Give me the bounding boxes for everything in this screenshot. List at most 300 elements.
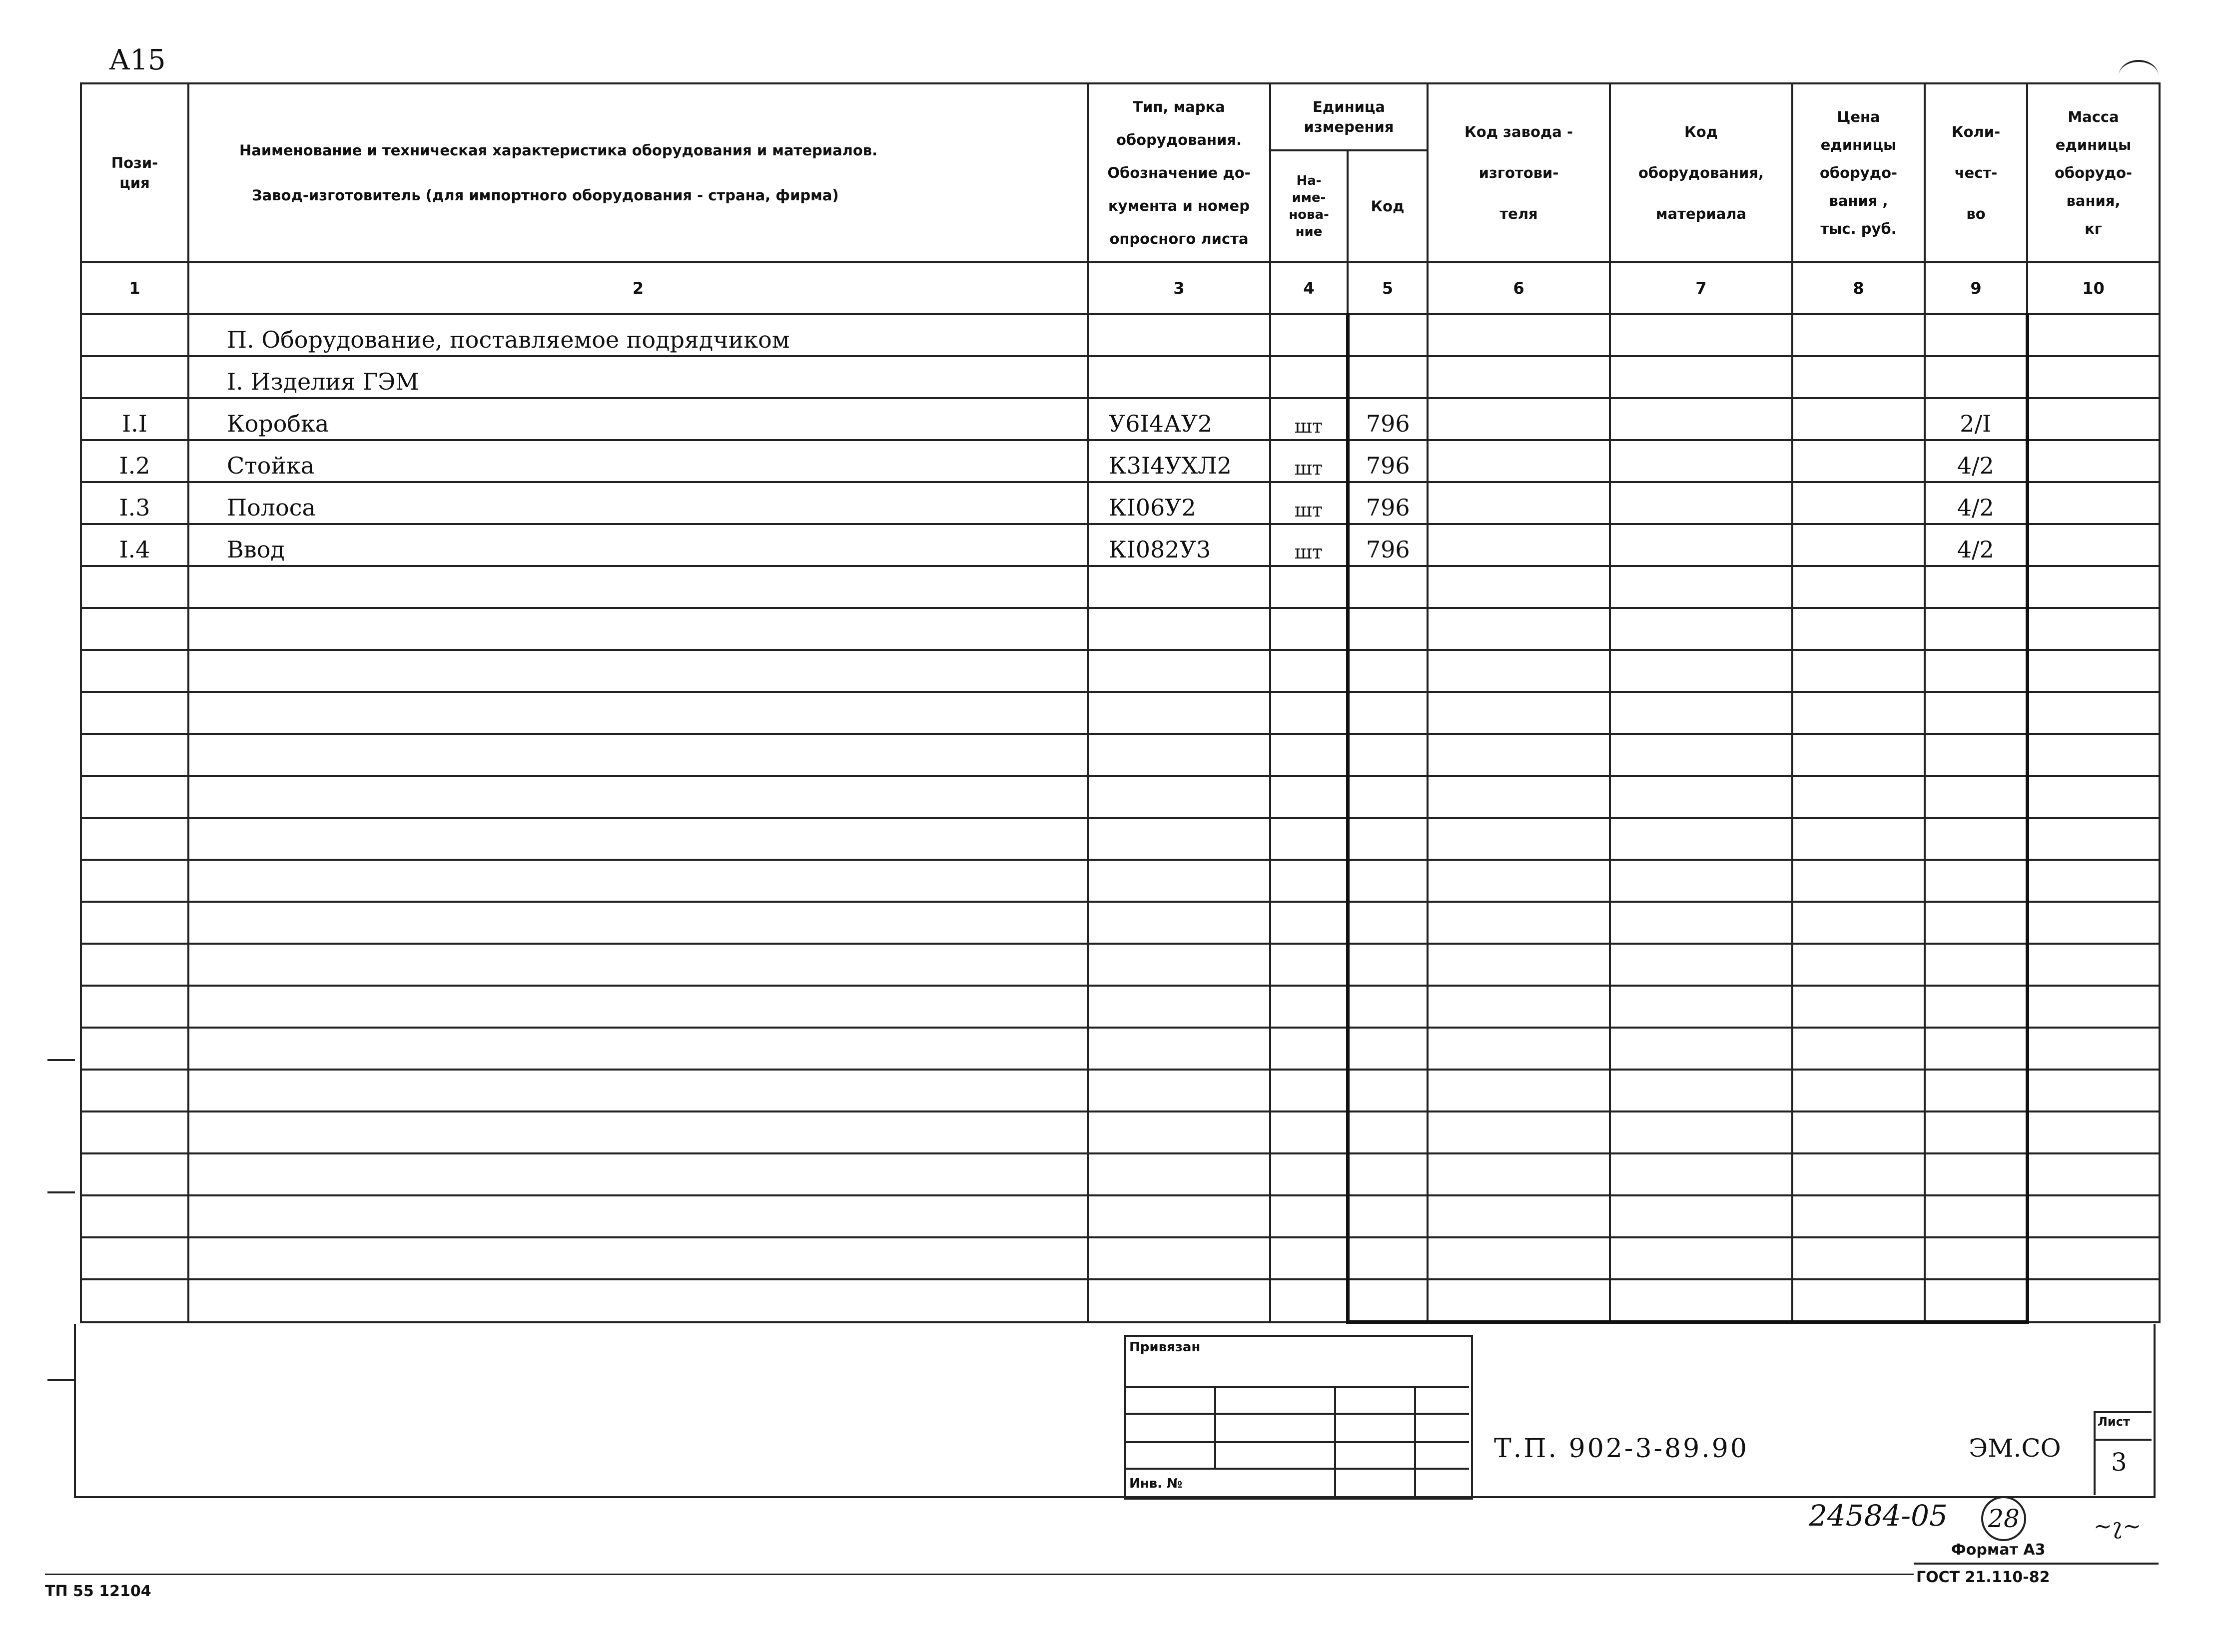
cell-type [1088,608,1270,650]
document-mark: ЭМ.СО [1969,1434,2061,1463]
cell-empty [2027,818,2160,860]
cell-unit [1270,692,1348,734]
cell-name [188,1279,1088,1322]
empty-row [81,986,2160,1028]
cell-empty [1428,776,1610,818]
cell-empty [2027,1279,2160,1322]
cell-empty [1428,1028,1610,1070]
cell-empty [1792,398,1925,440]
cell-empty [2027,1153,2160,1195]
cell-code [1348,734,1428,776]
cell-empty [2027,1070,2160,1111]
cell-qty [1925,1153,2027,1195]
cell-pos [81,692,188,734]
cell-name [188,608,1088,650]
cell-empty [1428,440,1610,482]
cell-unit [1270,902,1348,944]
cell-type [1088,860,1270,902]
cell-empty [2027,440,2160,482]
empty-row [81,860,2160,902]
empty-row [81,1028,2160,1070]
cell-pos [81,356,188,398]
cell-empty [2027,1195,2160,1237]
header-name: Наименование и техническая характеристика оборудования и материалов. Завод-изготовитель (для импортного оборудования - страна, фирма) [188,83,1088,262]
cell-type [1088,944,1270,986]
cell-empty [1428,692,1610,734]
cell-empty [1610,776,1792,818]
cell-empty [1428,1279,1610,1322]
cell-code [1348,566,1428,608]
cell-empty [1792,356,1925,398]
cell-qty [1925,860,2027,902]
cell-empty [1610,566,1792,608]
empty-row [81,902,2160,944]
cell-empty [2027,692,2160,734]
cell-code [1348,1153,1428,1195]
cell-empty [1610,902,1792,944]
cell-unit [1270,1195,1348,1237]
cell-empty [2027,986,2160,1028]
cell-empty [1428,1195,1610,1237]
cell-unit [1270,734,1348,776]
empty-row [81,818,2160,860]
stamp-divider [1414,1386,1416,1497]
cell-type [1088,818,1270,860]
empty-row [81,1153,2160,1195]
cell-unit: шт [1270,524,1348,566]
cell-name [188,692,1088,734]
column-number: 6 [1428,262,1610,314]
table-row [81,398,2160,440]
cell-pos [81,902,188,944]
cell-code [1348,692,1428,734]
column-number: 1 [81,262,188,314]
header-unit-group: Единица измерения [1270,83,1428,150]
column-number: 2 [188,262,1088,314]
cell-empty [1792,776,1925,818]
cell-empty [1428,1111,1610,1153]
cell-code [1348,944,1428,986]
cell-name [188,1195,1088,1237]
cell-code: 796 [1348,398,1428,440]
cell-name [188,986,1088,1028]
cell-empty [1610,734,1792,776]
cell-empty [1610,944,1792,986]
cell-empty [1792,1070,1925,1111]
cell-unit [1270,356,1348,398]
format-label: Формат А3 [1951,1541,2046,1559]
cell-name [188,818,1088,860]
cell-type [1088,986,1270,1028]
empty-row [81,650,2160,692]
header-price: Цена единицы оборудо- вания , тыс. руб. [1792,83,1925,262]
cell-empty [1610,608,1792,650]
cell-empty [1792,440,1925,482]
cell-qty [1925,356,2027,398]
cell-name [188,1028,1088,1070]
cell-empty [1792,1279,1925,1322]
cell-qty [1925,902,2027,944]
cell-code [1348,776,1428,818]
cell-name: П. Оборудование, поставляемое подрядчиком [188,314,1088,356]
signature-icon: ~ʅ~ [2094,1514,2142,1539]
cell-type: КI082У3 [1088,524,1270,566]
cell-pos [81,566,188,608]
cell-empty [2027,734,2160,776]
cell-name [188,1111,1088,1153]
cell-unit [1270,1237,1348,1279]
cell-unit [1270,1028,1348,1070]
cell-pos [81,650,188,692]
cell-empty [1610,356,1792,398]
cell-qty [1925,1195,2027,1237]
cell-empty [2027,482,2160,524]
cell-type: К3I4УХЛ2 [1088,440,1270,482]
empty-row [81,1237,2160,1279]
cell-empty [1428,314,1610,356]
cell-empty [1610,1111,1792,1153]
cell-empty [1610,1070,1792,1111]
cell-empty [1792,524,1925,566]
cell-empty [1792,1195,1925,1237]
cell-code [1348,860,1428,902]
cell-empty [2027,776,2160,818]
cell-code [1348,1195,1428,1237]
gost-label: ГОСТ 21.110-82 [1916,1569,2050,1586]
cell-empty [1610,692,1792,734]
cell-type [1088,1195,1270,1237]
cell-name [188,1070,1088,1111]
table-row [81,524,2160,566]
table-row [81,440,2160,482]
cell-type [1088,356,1270,398]
cell-unit [1270,986,1348,1028]
column-number-row [81,262,2160,314]
cell-pos [81,608,188,650]
column-number: 4 [1270,262,1348,314]
cell-unit [1270,860,1348,902]
cell-empty [1610,440,1792,482]
cell-empty [1610,818,1792,860]
footer-frame [74,1324,2156,1498]
cell-empty [1428,1237,1610,1279]
header-quantity: Коли- чест- во [1925,83,2027,262]
empty-row [81,1070,2160,1111]
column-number: 8 [1792,262,1925,314]
cell-unit [1270,818,1348,860]
empty-row [81,734,2160,776]
cell-name: Стойка [188,440,1088,482]
cell-pos [81,1070,188,1111]
cell-empty [1428,482,1610,524]
cell-empty [1428,986,1610,1028]
column-number: 3 [1088,262,1270,314]
cell-empty [1428,1153,1610,1195]
cell-empty [1610,524,1792,566]
cell-code [1348,986,1428,1028]
cell-empty [1610,650,1792,692]
cell-empty [1610,1279,1792,1322]
table-row [81,314,2160,356]
table-body [81,314,2160,1322]
cell-qty: 2/I [1925,398,2027,440]
cell-pos [81,1153,188,1195]
left-code: ТП 55 12104 [45,1583,151,1600]
cell-unit [1270,566,1348,608]
cell-empty [1428,650,1610,692]
circled-number: 28 [1981,1496,2026,1541]
cell-empty [1792,1153,1925,1195]
cell-empty [1792,608,1925,650]
cell-empty [1792,314,1925,356]
margin-tick [47,1059,75,1061]
empty-row [81,608,2160,650]
cell-pos [81,776,188,818]
cell-empty [2027,1237,2160,1279]
cell-unit: шт [1270,482,1348,524]
cell-name: I. Изделия ГЭМ [188,356,1088,398]
cell-unit [1270,1070,1348,1111]
cell-empty [1610,860,1792,902]
cell-qty [1925,566,2027,608]
cell-qty: 4/2 [1925,440,2027,482]
empty-row [81,944,2160,986]
column-number: 10 [2027,262,2160,314]
cell-type [1088,692,1270,734]
cell-code [1348,650,1428,692]
cell-unit [1270,944,1348,986]
cell-empty [1610,1028,1792,1070]
sheet-number: 3 [2111,1448,2127,1477]
cell-type [1088,1153,1270,1195]
cell-name: Коробка [188,398,1088,440]
cell-empty [1792,818,1925,860]
cell-qty [1925,1111,2027,1153]
cell-type [1088,902,1270,944]
cell-pos: I.2 [81,440,188,482]
cell-unit [1270,650,1348,692]
header-unit-name: На- име- нова- ние [1270,150,1348,262]
cell-code [1348,818,1428,860]
cell-empty [2027,860,2160,902]
equipment-spec-table [80,82,2161,1324]
binding-stamp [1124,1335,1473,1500]
stamp-line [1124,1468,1469,1470]
cell-qty [1925,650,2027,692]
cell-pos [81,1111,188,1153]
cell-type [1088,734,1270,776]
cell-name [188,650,1088,692]
cell-empty [2027,566,2160,608]
cell-empty [1428,818,1610,860]
cell-pos [81,986,188,1028]
cell-empty [1792,734,1925,776]
cell-unit [1270,1279,1348,1322]
cell-empty [1428,860,1610,902]
cell-empty [1428,524,1610,566]
margin-tick [47,1379,75,1381]
cell-empty [2027,608,2160,650]
format-underline [1914,1563,2159,1565]
cell-name [188,566,1088,608]
sheet-label: Лист [2098,1415,2130,1429]
sheet-box-line [2094,1439,2152,1441]
cell-empty [1610,314,1792,356]
cell-empty [1610,986,1792,1028]
column-number: 5 [1348,262,1428,314]
header-type: Тип, марка оборудования. Обозначение до- кумента и номер опросного листа [1088,83,1270,262]
empty-row [81,1195,2160,1237]
cell-pos [81,314,188,356]
cell-code [1348,1111,1428,1153]
cell-empty [1428,608,1610,650]
stamp-line [1124,1386,1469,1388]
cell-empty [2027,524,2160,566]
cell-empty [1792,860,1925,902]
bottom-rule [45,1574,1914,1575]
cell-empty [1792,1237,1925,1279]
cell-empty [2027,314,2160,356]
cell-type [1088,650,1270,692]
empty-row [81,1111,2160,1153]
cell-pos [81,1028,188,1070]
cell-qty [1925,1070,2027,1111]
cell-empty [1428,1070,1610,1111]
cell-empty [1428,944,1610,986]
cell-pos [81,944,188,986]
project-code: Т.П. 902-3-89.90 [1494,1434,1749,1464]
cell-empty [1428,734,1610,776]
empty-row [81,692,2160,734]
cell-type [1088,1028,1270,1070]
cell-unit [1270,1153,1348,1195]
cell-type [1088,1070,1270,1111]
cell-unit [1270,314,1348,356]
cell-empty [1792,902,1925,944]
cell-qty [1925,1279,2027,1322]
cell-qty: 4/2 [1925,524,2027,566]
empty-row [81,566,2160,608]
cell-code [1348,356,1428,398]
empty-row [81,1279,2160,1322]
cell-type [1088,1237,1270,1279]
header-equipment-code: Код оборудования, материала [1610,83,1792,262]
cell-qty [1925,776,2027,818]
cell-unit [1270,1111,1348,1153]
stamp-line [1124,1441,1469,1443]
cell-code [1348,608,1428,650]
cell-empty [2027,1111,2160,1153]
cell-empty [2027,1028,2160,1070]
cell-name [188,1153,1088,1195]
table-row [81,482,2160,524]
cell-unit [1270,776,1348,818]
cell-empty [1610,398,1792,440]
cell-empty [1792,692,1925,734]
cell-type [1088,1111,1270,1153]
cell-code [1348,902,1428,944]
cell-code [1348,1279,1428,1322]
cell-qty [1925,314,2027,356]
cell-empty [2027,944,2160,986]
cell-pos: I.I [81,398,188,440]
cell-empty [1792,986,1925,1028]
cell-pos [81,1237,188,1279]
table-row [81,356,2160,398]
cell-type [1088,776,1270,818]
inventory-label: Инв. № [1129,1476,1183,1491]
cell-code [1348,314,1428,356]
stamp-line [1124,1413,1469,1415]
header-mass: Масса единицы оборудо- вания, кг [2027,83,2160,262]
cell-qty [1925,692,2027,734]
cell-pos [81,734,188,776]
cell-empty [1792,1028,1925,1070]
cell-type: КI06У2 [1088,482,1270,524]
cell-pos [81,860,188,902]
cell-empty [1792,944,1925,986]
cell-name [188,860,1088,902]
cell-name [188,734,1088,776]
column-number: 7 [1610,262,1792,314]
cell-empty [2027,902,2160,944]
cell-empty [1610,1237,1792,1279]
cell-empty [1610,482,1792,524]
cell-qty [1925,608,2027,650]
cell-code [1348,1237,1428,1279]
cell-empty [1428,398,1610,440]
cell-empty [1792,566,1925,608]
cell-name [188,1237,1088,1279]
cell-type [1088,314,1270,356]
cell-unit [1270,608,1348,650]
cell-empty [2027,398,2160,440]
cell-name: Полоса [188,482,1088,524]
margin-tick [47,1191,75,1193]
header-factory-code: Код завода - изготови- теля [1428,83,1610,262]
cell-type [1088,566,1270,608]
cell-name: Ввод [188,524,1088,566]
cell-name [188,902,1088,944]
cell-pos [81,1195,188,1237]
cell-code: 796 [1348,524,1428,566]
cell-empty [2027,356,2160,398]
stamp-divider [1214,1386,1216,1468]
column-number: 9 [1925,262,2027,314]
cell-qty [1925,734,2027,776]
cell-code: 796 [1348,440,1428,482]
cell-empty [2027,650,2160,692]
cell-qty [1925,1028,2027,1070]
cell-empty [1428,356,1610,398]
cell-pos: I.3 [81,482,188,524]
cell-empty [1428,566,1610,608]
cell-empty [1610,1195,1792,1237]
cell-qty [1925,986,2027,1028]
cell-pos [81,818,188,860]
header-row [81,83,2160,150]
stamp-title: Привязан [1129,1340,1201,1355]
cell-code [1348,1070,1428,1111]
cell-pos: I.4 [81,524,188,566]
cell-type: У6I4АУ2 [1088,398,1270,440]
cell-unit: шт [1270,398,1348,440]
stamp-divider [1334,1386,1336,1497]
header-unit-code: Код [1348,150,1428,262]
cell-empty [1610,1153,1792,1195]
handwritten-number: 24584-05 [1809,1499,1948,1533]
cell-unit: шт [1270,440,1348,482]
